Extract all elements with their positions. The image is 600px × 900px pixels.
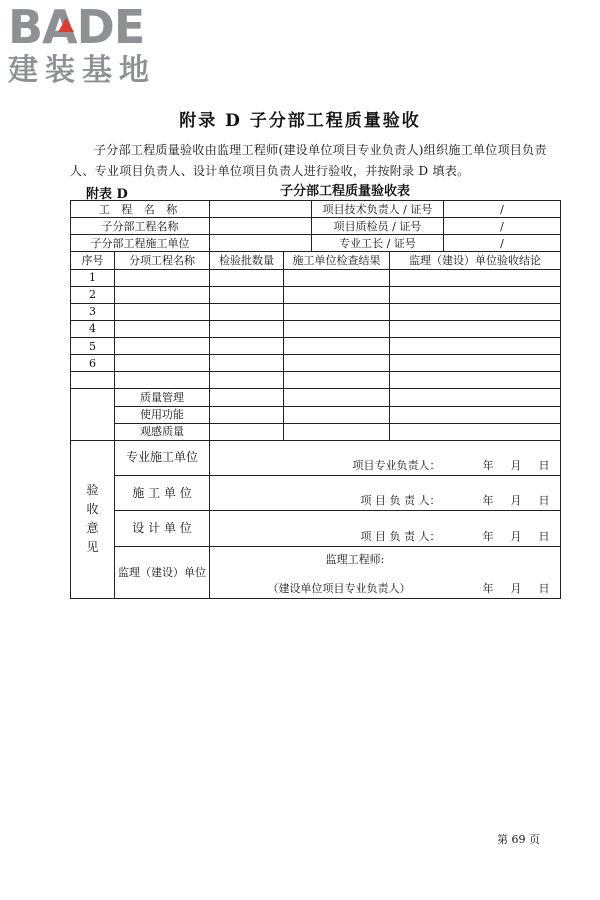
cell-item-name[interactable] <box>115 320 210 337</box>
table-row <box>71 303 561 320</box>
col-header-supervisor-conclusion: 监理（建设）单位验收结论 <box>390 252 561 269</box>
intro-paragraph: 子分部工程质量验收由监理工程师(建设单位项目专业负责人)组织施工单位项目负责人、专业项目负责人、设计单位项目负责人进行验收，并按附录 D 填表。 <box>70 143 547 178</box>
cell-batch-count[interactable] <box>210 320 284 337</box>
col-header-item-name: 分项工程名称 <box>115 252 210 269</box>
table-label: 附表 D <box>86 187 128 202</box>
cell-supervisor-conclusion[interactable] <box>390 423 561 440</box>
cell-contractor-result[interactable] <box>284 303 390 320</box>
cell-supervisor-conclusion[interactable] <box>390 286 561 303</box>
contractor-value[interactable] <box>210 235 312 252</box>
tech-lead-label: 项目技术负责人 / 证号 <box>312 201 444 218</box>
appearance-label: 观感质量 <box>115 423 210 440</box>
table-row <box>71 389 561 406</box>
cell-supervisor-conclusion[interactable] <box>390 389 561 406</box>
table-row <box>71 423 561 440</box>
col-header-seq: 序号 <box>71 252 115 269</box>
row-number: 3 <box>71 303 115 320</box>
cell-contractor-result[interactable] <box>284 423 390 440</box>
cell-item-name[interactable] <box>115 269 210 286</box>
table-title: 子分部工程质量验收表 <box>220 183 470 201</box>
cell-supervisor-conclusion[interactable] <box>390 372 561 389</box>
bade-logo <box>8 2 178 90</box>
supervisor-engineer-label: 监理工程师: <box>325 552 385 566</box>
cell-batch-count[interactable] <box>210 303 284 320</box>
special-contractor-signature-cell[interactable]: 项目专业负责人： 年 月 日 <box>210 440 561 475</box>
row-number <box>71 372 115 389</box>
table-row <box>71 338 561 355</box>
cell-contractor-result[interactable] <box>284 320 390 337</box>
cell-batch-count[interactable] <box>210 406 284 423</box>
acceptance-opinion-label: 验 收 意 见 <box>71 440 115 598</box>
cell-batch-count[interactable] <box>210 389 284 406</box>
cell-batch-count[interactable] <box>210 338 284 355</box>
qc-inspector-label: 项目质检员 / 证号 <box>312 218 444 235</box>
tech-lead-value[interactable]: / <box>444 201 561 218</box>
logo-brand: BADE <box>8 0 145 54</box>
cell-contractor-result[interactable] <box>284 269 390 286</box>
logo-subtitle: 建装基地 <box>8 53 156 88</box>
foreman-value[interactable]: / <box>444 235 561 252</box>
project-name-label: 工 程 名 称 <box>71 201 210 218</box>
cell-batch-count[interactable] <box>210 355 284 372</box>
cell-batch-count[interactable] <box>210 269 284 286</box>
table-row <box>71 406 561 423</box>
subdivision-name-label: 子分部工程名称 <box>71 218 210 235</box>
cell-supervisor-conclusion[interactable] <box>390 303 561 320</box>
acceptance-row <box>71 476 561 511</box>
special-contractor-label: 专业施工单位 <box>115 440 210 475</box>
design-unit-label: 设 计 单 位 <box>115 511 210 546</box>
supervisor-unit-label: 监理（建设）单位 <box>115 546 210 598</box>
cell-item-name[interactable] <box>115 338 210 355</box>
cell-contractor-result[interactable] <box>284 372 390 389</box>
cell-contractor-result[interactable] <box>284 406 390 423</box>
appendix-title: 附录 D 子分部工程质量验收 <box>179 111 421 131</box>
cell-supervisor-conclusion[interactable] <box>390 338 561 355</box>
cell-supervisor-conclusion[interactable] <box>390 269 561 286</box>
cell-contractor-result[interactable] <box>284 389 390 406</box>
cell-batch-count[interactable] <box>210 423 284 440</box>
acceptance-form-table <box>70 200 561 599</box>
cell-item-name[interactable] <box>115 372 210 389</box>
table-row <box>71 372 561 389</box>
contractor-signature-cell[interactable]: 项 目 负 责 人： 年 月 日 <box>210 476 561 511</box>
cell-contractor-result[interactable] <box>284 338 390 355</box>
foreman-label: 专业工长 / 证号 <box>312 235 444 252</box>
project-name-value[interactable] <box>210 201 312 218</box>
subdivision-name-value[interactable] <box>210 218 312 235</box>
col-header-contractor-result: 施工单位检查结果 <box>284 252 390 269</box>
info-row <box>71 218 561 235</box>
row-number: 4 <box>71 320 115 337</box>
row-number: 2 <box>71 286 115 303</box>
cell-item-name[interactable] <box>115 303 210 320</box>
supervisor-signature-cell[interactable]: 监理工程师: （建设单位项目专业负责人） 年 月 日 <box>210 546 561 598</box>
acceptance-row <box>71 546 561 598</box>
table-row <box>71 320 561 337</box>
info-row <box>71 201 561 218</box>
logo-triangle-icon <box>58 18 74 32</box>
row-number: 6 <box>71 355 115 372</box>
info-row <box>71 235 561 252</box>
header-row <box>71 252 561 269</box>
cell-contractor-result[interactable] <box>284 286 390 303</box>
cell-item-name[interactable] <box>115 286 210 303</box>
cell-supervisor-conclusion[interactable] <box>390 406 561 423</box>
contractor-label: 子分部工程施工单位 <box>71 235 210 252</box>
cell-batch-count[interactable] <box>210 372 284 389</box>
cell-contractor-result[interactable] <box>284 355 390 372</box>
row-number: 1 <box>71 269 115 286</box>
qc-inspector-value[interactable]: / <box>444 218 561 235</box>
page-number: 第 69 页 <box>497 833 540 846</box>
acceptance-row <box>71 511 561 546</box>
cell-item-name[interactable] <box>115 355 210 372</box>
cell-supervisor-conclusion[interactable] <box>390 320 561 337</box>
row-number: 5 <box>71 338 115 355</box>
quality-management-label: 质量管理 <box>115 389 210 406</box>
table-row <box>71 355 561 372</box>
extra-rows-blank <box>71 389 115 440</box>
col-header-batch-count: 检验批数量 <box>210 252 284 269</box>
supervisor-alt-label: （建设单位项目专业负责人） <box>267 582 411 595</box>
table-row <box>71 286 561 303</box>
contractor-unit-label: 施 工 单 位 <box>115 476 210 511</box>
design-signature-cell[interactable]: 项 目 负 责 人： 年 月 日 <box>210 511 561 546</box>
cell-supervisor-conclusion[interactable] <box>390 355 561 372</box>
table-row <box>71 269 561 286</box>
cell-batch-count[interactable] <box>210 286 284 303</box>
function-label: 使用功能 <box>115 406 210 423</box>
acceptance-row <box>71 440 561 475</box>
